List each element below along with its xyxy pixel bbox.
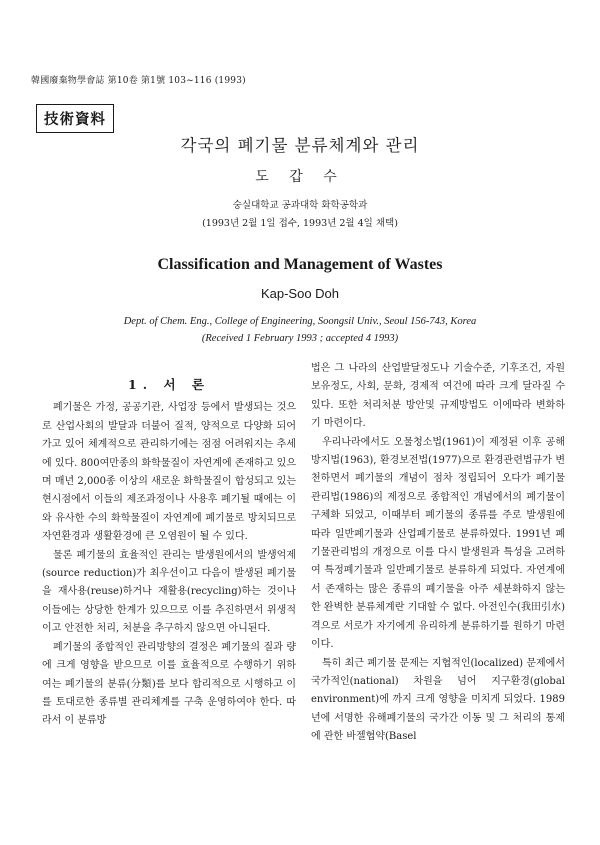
paper-title-korean: 각국의 폐기물 분류체계와 관리 bbox=[180, 136, 420, 155]
section-heading-introduction: 1. 서 론 bbox=[128, 377, 210, 392]
journal-header: 韓國廢棄物學會誌 第10卷 第1號 103~116 (1993) bbox=[31, 76, 246, 86]
author-name-korean: 도 갑 수 bbox=[255, 169, 345, 185]
right-column bbox=[311, 360, 565, 747]
body-paragraph: 법은 그 나라의 산업발달정도나 기술수준, 기후조건, 자원보유정도, 사회, 문화, 경제적 여건에 따라 크게 달라질 수 있다. 또한 처리처분 방안및 규제방법도 이에따라 변화하기 마련이다. bbox=[311, 363, 565, 430]
category-badge: 技術資料 bbox=[36, 104, 114, 133]
body-paragraph: 폐기물은 가정, 공공기관, 사업장 등에서 발생되는 것으로 산업사회의 발달과 더불어 질적, 양적으로 다양화 되어가고 있어 체계적으로 관리하기에는 점점 어려워지는 추세에 있다. 800여만종의 화학물질이 자연계에 존재하고 있으며 매년 2,000종 이상의 새로운 화학물질이 합성되고 있는 현시점에서 이들의 제조과정이나 사용후 폐기될 때에는 이와 유사한 수의 화학물질이 자연계에 폐기물로 방치되므로 자연환경과 생활환경에 큰 오염원이 될 수 있다. bbox=[42, 402, 296, 543]
body-paragraph: 폐기물의 종합적인 관리방향의 결정은 폐기물의 질과 량에 크게 영향을 받으므로 이를 효율적으로 수행하기 위하여는 폐기물의 분류(分類)를 보다 합리적으로 시행하고 이를 토대로한 종류별 관리체계를 구축 운영하여야 한다. 따라서 이 분류방 bbox=[42, 641, 296, 727]
body-paragraph: 특히 최근 폐기물 문제는 지협적인(localized) 문제에서 국가적인(national) 차원을 넘어 지구환경(global environment)에 까지 크게 영향을 미치게 되었다. 1989년에 서명한 유해폐기물의 국가간 이동 및 그 처리의 통제에 관한 바젤협약(Basel bbox=[311, 657, 565, 743]
body-paragraph: 우리나라에서도 오물청소법(1961)이 제정된 이후 공해방지법(1963), 환경보전법(1977)으로 환경관련법규가 변천하면서 폐기물의 개념이 점차 정립되어 오다가 폐기물 관리법(1986)의 제정으로 종합적인 개념에서의 폐기물이 구체화 되었고, 이때부터 폐기물의 종류를 주로 발생원에 따라 일반폐기물과 산업폐기물로 분류하였다. 1991년 폐기물관리법의 개정으로 이를 다시 발생원과 특성을 고려하여 특정폐기물과 일반폐기물로 분류하게 되었다. 자연계에서 존재하는 많은 종류의 폐기물을 아주 세분화하지 않는 한 완벽한 분류체계란 기대할 수 없다. 아전인수(我田引水)격으로 서로가 자기에게 유리하게 분류하기를 원하기 마련이다. bbox=[311, 436, 565, 651]
received-dates-korean: (1993년 2월 1일 접수, 1993년 2월 4일 채택) bbox=[202, 218, 398, 229]
body-paragraph: 물론 폐기물의 효율적인 관리는 발생원에서의 발생억제(source reduction)가 최우선이고 다음이 발생된 폐기물을 재사용(reuse)하거나 재활용(recycling)하는 것이나 이들에는 상당한 한계가 있으므로 이를 추진하면서 위생적이고 안전한 처리, 처분을 추구하지 않으면 아니된다. bbox=[42, 549, 296, 635]
left-column bbox=[42, 360, 296, 731]
author-name-english: Kap-Soo Doh bbox=[260, 286, 340, 301]
received-dates-english: (Received 1 February 1993 ; accepted 4 1993) bbox=[201, 333, 399, 344]
paper-title-english: Classification and Management of Wastes bbox=[157, 256, 443, 273]
affiliation-english: Dept. of Chem. Eng., College of Engineering, Soongsil Univ., Seoul 156-743, Korea bbox=[123, 316, 477, 327]
affiliation-korean: 숭실대학교 공과대학 화학공학과 bbox=[232, 200, 368, 211]
